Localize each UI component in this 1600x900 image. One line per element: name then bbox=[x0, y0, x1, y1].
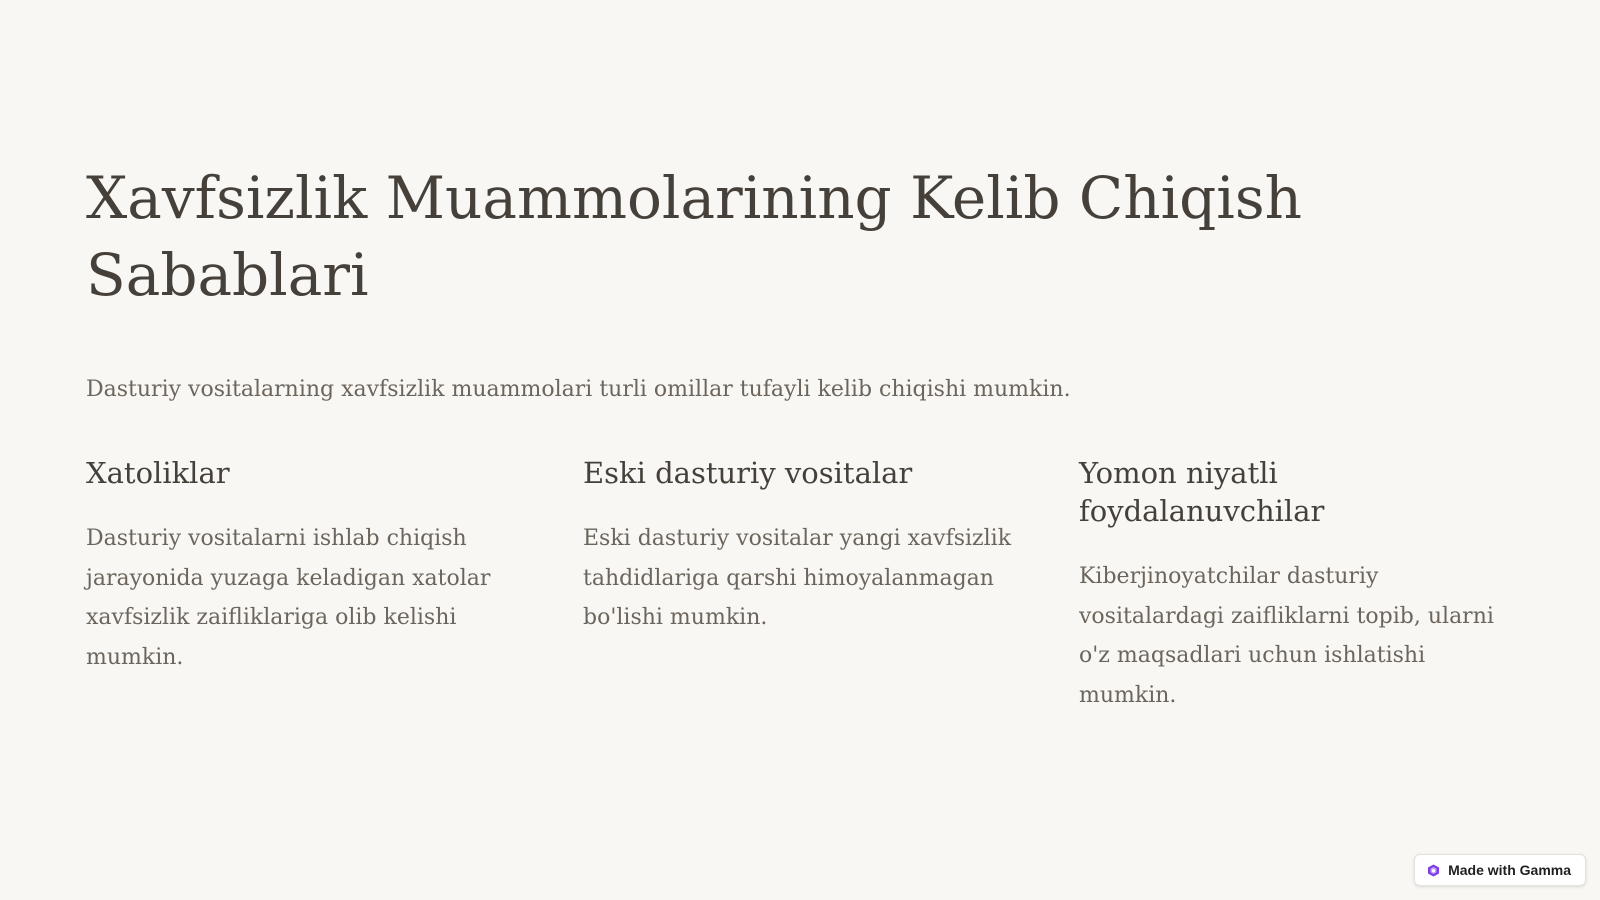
column-heading: Xatoliklar bbox=[86, 456, 230, 490]
cause-column-malicious-users bbox=[1079, 454, 1529, 715]
column-body: Eski dasturiy vositalar yangi xavfsizlik tahdidlariga qarshi himoyalanmagan bo'lishi mumkin. bbox=[583, 526, 1012, 630]
badge-label: Made with Gamma bbox=[1448, 862, 1571, 878]
made-with-gamma-badge[interactable] bbox=[1414, 854, 1586, 886]
cause-column-errors bbox=[86, 454, 536, 677]
column-body: Dasturiy vositalarni ishlab chiqish jarayonida yuzaga keladigan xatolar xavfsizlik zaifliklariga olib kelishi mumkin. bbox=[86, 526, 491, 670]
gamma-logo-icon bbox=[1427, 864, 1440, 877]
slide-intro: Dasturiy vositalarning xavfsizlik muammolari turli omillar tufayli kelib chiqishi mumkin. bbox=[86, 377, 1071, 402]
slide-title: Xavfsizlik Muammolarining Kelib Chiqish Sabablari bbox=[86, 164, 1302, 309]
cause-column-old-software bbox=[583, 454, 1033, 638]
column-heading: Yomon niyatli foydalanuvchilar bbox=[1079, 456, 1325, 528]
column-heading: Eski dasturiy vositalar bbox=[583, 456, 913, 490]
column-body: Kiberjinoyatchilar dasturiy vositalardagi zaifliklarni topib, ularni o'z maqsadlari uchun ishlatishi mumkin. bbox=[1079, 564, 1494, 708]
